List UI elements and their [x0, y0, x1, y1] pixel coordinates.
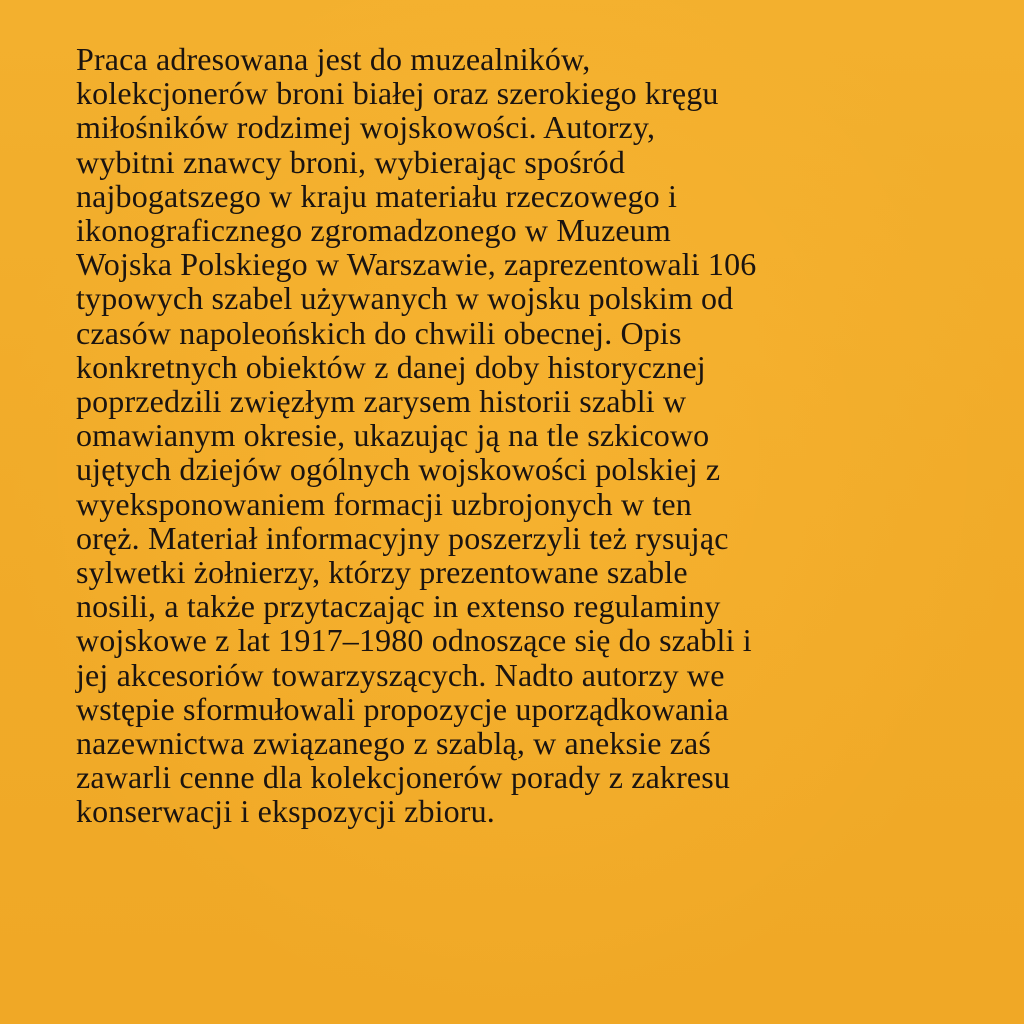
blurb-line: czasów napoleońskich do chwili obecnej. Opis	[76, 314, 682, 351]
blurb-line: zawarli cenne dla kolekcjonerów porady z zakresu	[76, 759, 730, 796]
blurb-line: wojskowe z lat 1917–1980 odnoszące się do szabli i	[76, 622, 752, 659]
blurb-line: wyeksponowaniem formacji uzbrojonych w ten	[76, 485, 692, 522]
blurb-line: omawianym okresie, ukazując ją na tle szkicowo	[76, 417, 710, 454]
blurb-line: poprzedzili zwięzłym zarysem historii szabli w	[76, 383, 687, 420]
blurb-line: nazewnictwa związanego z szablą, w aneksie zaś	[76, 725, 712, 762]
blurb-line: jej akcesoriów towarzyszących. Nadto autorzy we	[76, 656, 725, 693]
blurb-line: miłośników rodzimej wojskowości. Autorzy,	[76, 109, 656, 146]
blurb-line: konkretnych obiektów z danej doby historycznej	[76, 348, 706, 385]
blurb-line: kolekcjonerów broni białej oraz szerokiego kręgu	[76, 75, 719, 112]
blurb-line: Praca adresowana jest do muzealników,	[76, 41, 591, 77]
blurb-line: oręż. Materiał informacyjny poszerzyli też rysując	[76, 519, 729, 556]
blurb-line: ujętych dziejów ogólnych wojskowości polskiej z	[76, 451, 721, 488]
blurb-line: najbogatszego w kraju materiału rzeczowego i	[76, 177, 678, 214]
blurb-line: nosili, a także przytaczając in extenso regulaminy	[76, 588, 721, 625]
blurb-paragraph	[76, 42, 976, 829]
blurb-line: sylwetki żołnierzy, którzy prezentowane szable	[76, 554, 688, 591]
blurb-line: typowych szabel używanych w wojsku polskim od	[76, 280, 734, 317]
blurb-line: konserwacji i ekspozycji zbioru.	[76, 793, 495, 830]
blurb-line: wstępie sformułowali propozycje uporządkowania	[76, 690, 729, 727]
blurb-line: Wojska Polskiego w Warszawie, zaprezentowali 106	[76, 246, 757, 283]
blurb-line: wybitni znawcy broni, wybierając spośród	[76, 143, 625, 180]
blurb-line: ikonograficznego zgromadzonego w Muzeum	[76, 212, 671, 249]
